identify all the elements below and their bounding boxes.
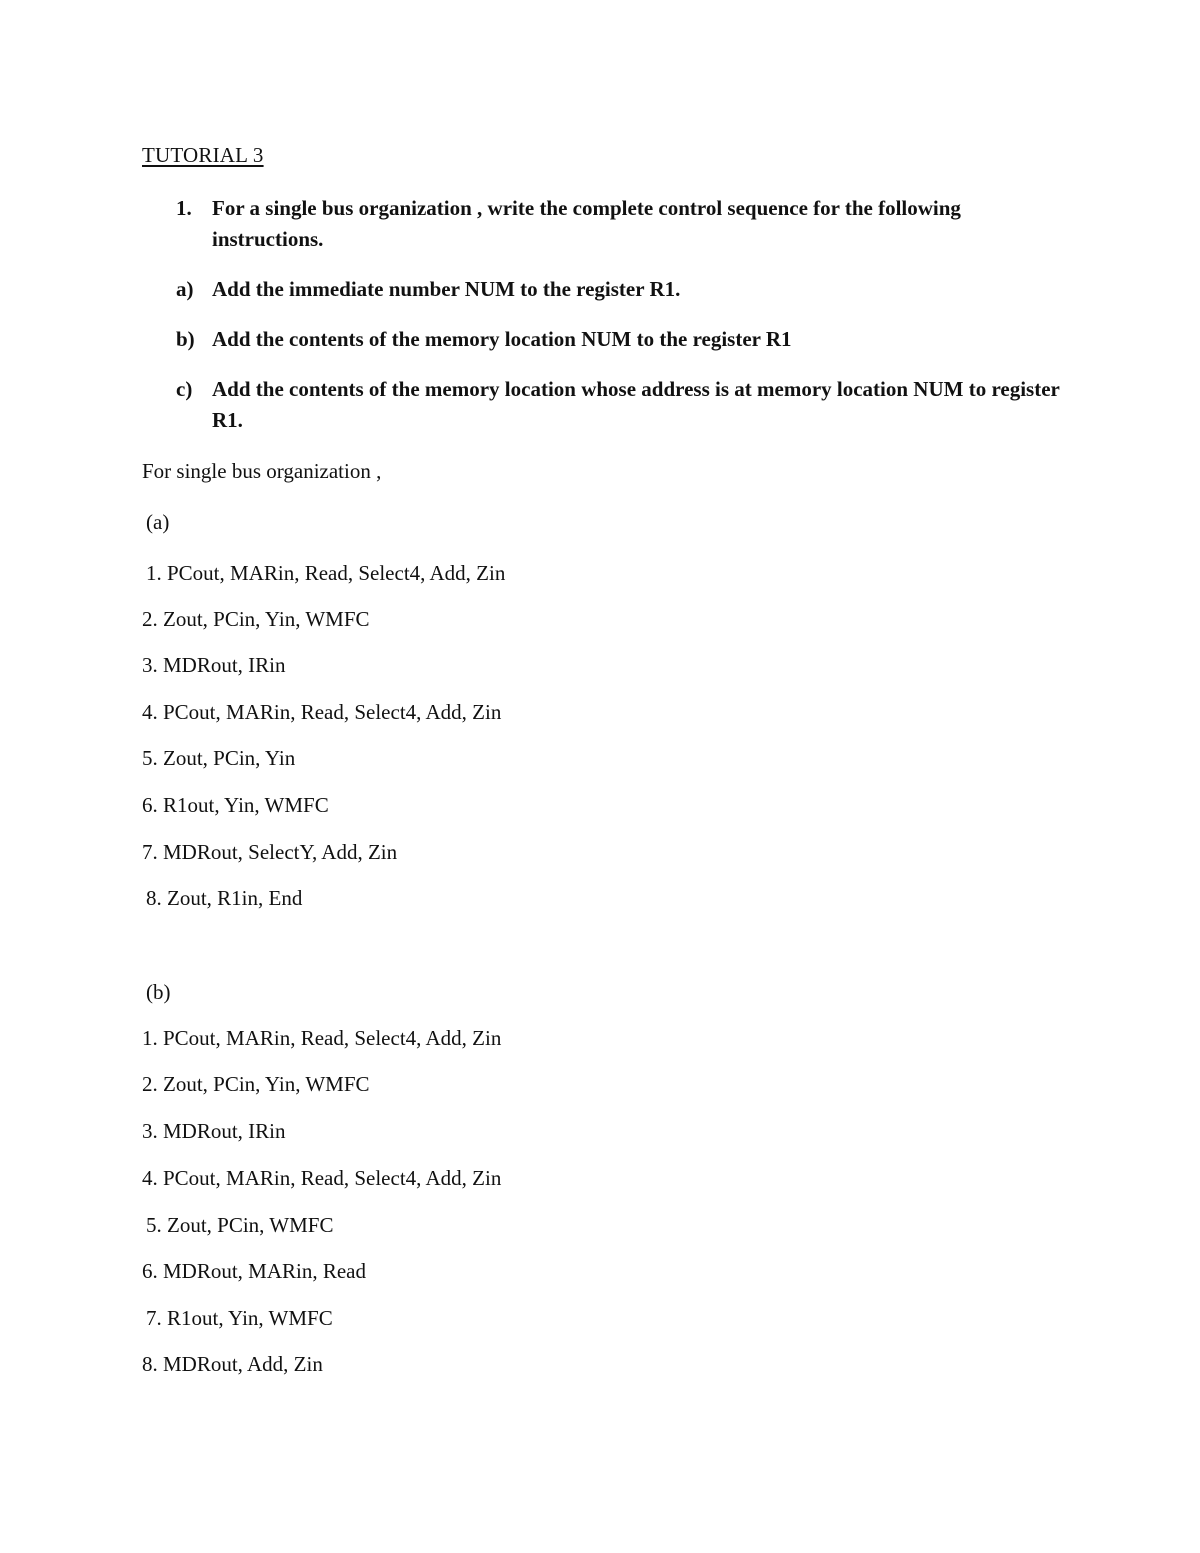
part-text: Add the contents of the memory location NUM to the register R1 — [212, 327, 792, 351]
section-b-step: 2. Zout, PCin, Yin, WMFC — [142, 1072, 370, 1096]
section-b-step: 4. PCout, MARin, Read, Select4, Add, Zin — [142, 1166, 502, 1190]
part-a — [176, 274, 1076, 305]
section-b-step: 6. MDRout, MARin, Read — [142, 1259, 367, 1283]
section-b-step: 5. Zout, PCin, WMFC — [146, 1213, 334, 1237]
section-a-step: 5. Zout, PCin, Yin — [142, 746, 296, 770]
part-label: b) — [176, 327, 195, 351]
section-a-step: 8. Zout, R1in, End — [146, 886, 303, 910]
section-b-step: 8. MDRout, Add, Zin — [142, 1352, 323, 1376]
part-label: a) — [176, 277, 194, 301]
section-b-step: 7. R1out, Yin, WMFC — [146, 1306, 333, 1330]
section-a-label: (a) — [146, 510, 170, 534]
section-a-step: 2. Zout, PCin, Yin, WMFC — [142, 607, 370, 631]
section-a-step: 1. PCout, MARin, Read, Select4, Add, Zin — [146, 561, 506, 585]
intro-text: For single bus organization , — [142, 459, 382, 483]
part-text: Add the contents of the memory location whose address is at memory location NUM to register R1. — [212, 377, 1060, 432]
section-a-step: 3. MDRout, IRin — [142, 653, 286, 677]
part-c — [176, 374, 1076, 436]
page-title: TUTORIAL 3 — [142, 143, 264, 167]
section-a-step: 6. R1out, Yin, WMFC — [142, 793, 329, 817]
question-number: 1. — [176, 196, 192, 220]
section-a-step: 7. MDRout, SelectY, Add, Zin — [142, 840, 398, 864]
section-a-step: 4. PCout, MARin, Read, Select4, Add, Zin — [142, 700, 502, 724]
section-b-step: 1. PCout, MARin, Read, Select4, Add, Zin — [142, 1026, 502, 1050]
section-b-label: (b) — [146, 980, 171, 1004]
part-b — [176, 324, 1076, 355]
section-b-step: 3. MDRout, IRin — [142, 1119, 286, 1143]
part-text: Add the immediate number NUM to the register R1. — [212, 277, 681, 301]
question-text: For a single bus organization , write the complete control sequence for the following instructions. — [212, 196, 961, 251]
question-1 — [176, 193, 1076, 255]
part-label: c) — [176, 377, 193, 401]
